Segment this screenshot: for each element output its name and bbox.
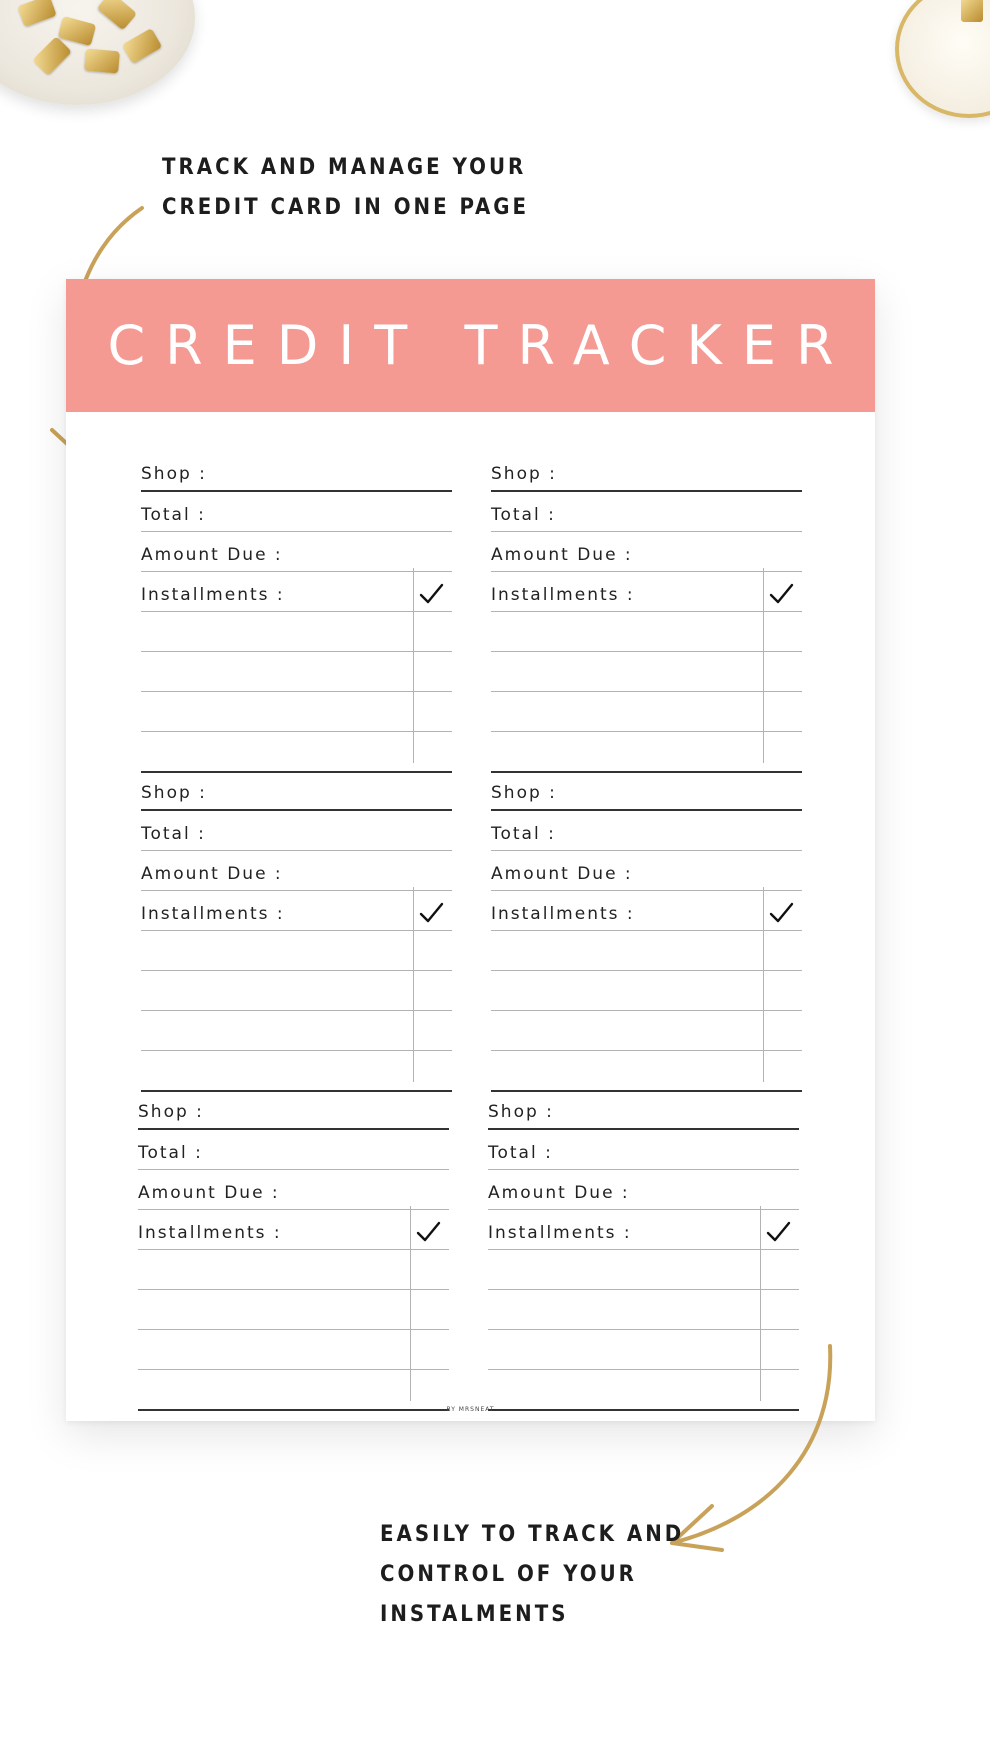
amount-due-field[interactable] <box>141 532 452 572</box>
installment-row[interactable] <box>491 931 802 971</box>
installment-row[interactable] <box>491 612 802 652</box>
total-field[interactable] <box>491 492 802 532</box>
brand-mark: BY MRSNEAT <box>446 1406 495 1413</box>
bottom-caption <box>380 1515 684 1635</box>
installment-row[interactable] <box>138 1290 449 1330</box>
credit-tracker-sheet <box>66 279 875 1421</box>
amount-due-label: Amount Due : <box>141 545 283 565</box>
installment-row[interactable] <box>491 971 802 1011</box>
installments-header <box>141 572 452 612</box>
installment-row[interactable] <box>138 1330 449 1370</box>
installment-block <box>138 1089 449 1411</box>
top-caption <box>162 148 529 228</box>
shop-field[interactable] <box>141 451 452 492</box>
shop-label: Shop : <box>138 1102 204 1122</box>
total-label: Total : <box>488 1143 553 1163</box>
check-column-divider <box>410 1206 411 1401</box>
installments-label: Installments : <box>141 904 285 924</box>
checkmark-icon <box>768 900 794 926</box>
check-column-divider <box>413 887 414 1082</box>
installment-row[interactable] <box>488 1250 799 1290</box>
installments-label: Installments : <box>491 904 635 924</box>
installment-block <box>491 451 802 773</box>
installments-label: Installments : <box>141 585 285 605</box>
installment-row[interactable] <box>141 692 452 732</box>
installment-row[interactable] <box>141 971 452 1011</box>
amount-due-field[interactable] <box>138 1170 449 1210</box>
shop-label: Shop : <box>491 783 557 803</box>
installment-block <box>491 770 802 1092</box>
shop-field[interactable] <box>488 1089 799 1130</box>
installment-row[interactable] <box>491 692 802 732</box>
installments-header <box>491 891 802 931</box>
installment-block <box>141 451 452 773</box>
amount-due-field[interactable] <box>488 1170 799 1210</box>
installments-header <box>488 1210 799 1250</box>
installments-header <box>491 572 802 612</box>
installment-row[interactable] <box>488 1290 799 1330</box>
page-title: CREDIT TRACKER <box>107 314 854 377</box>
shop-label: Shop : <box>488 1102 554 1122</box>
shop-field[interactable] <box>491 451 802 492</box>
installment-row[interactable] <box>491 1051 802 1092</box>
installments-label: Installments : <box>488 1223 632 1243</box>
curved-arrow-icon <box>660 1338 840 1558</box>
check-column-divider <box>763 568 764 763</box>
installment-row[interactable] <box>141 1011 452 1051</box>
bottom-caption-line-2: CONTROL OF YOUR <box>380 1562 637 1587</box>
shop-label: Shop : <box>491 464 557 484</box>
total-label: Total : <box>491 505 556 525</box>
installment-block <box>141 770 452 1092</box>
installment-row[interactable] <box>141 1051 452 1092</box>
installment-row[interactable] <box>491 732 802 773</box>
amount-due-label: Amount Due : <box>488 1183 630 1203</box>
installment-row[interactable] <box>491 652 802 692</box>
installments-header <box>138 1210 449 1250</box>
total-label: Total : <box>141 824 206 844</box>
total-field[interactable] <box>138 1130 449 1170</box>
amount-due-label: Amount Due : <box>491 864 633 884</box>
total-field[interactable] <box>488 1130 799 1170</box>
total-field[interactable] <box>141 811 452 851</box>
bottom-caption-line-3: INSTALMENTS <box>380 1602 569 1627</box>
checkmark-icon <box>418 581 444 607</box>
shop-label: Shop : <box>141 464 207 484</box>
checkmark-icon <box>768 581 794 607</box>
amount-due-label: Amount Due : <box>491 545 633 565</box>
installment-row[interactable] <box>138 1370 449 1411</box>
shop-label: Shop : <box>141 783 207 803</box>
installment-row[interactable] <box>141 931 452 971</box>
amount-due-label: Amount Due : <box>138 1183 280 1203</box>
gold-clips-bowl-image <box>0 0 195 105</box>
checkmark-icon <box>765 1219 791 1245</box>
title-banner <box>66 279 875 412</box>
shop-field[interactable] <box>491 770 802 811</box>
installments-label: Installments : <box>491 585 635 605</box>
bottom-caption-line-1: EASILY TO TRACK AND <box>380 1522 685 1547</box>
checkmark-icon <box>415 1219 441 1245</box>
check-column-divider <box>763 887 764 1082</box>
check-column-divider <box>413 568 414 763</box>
top-caption-line-1: TRACK AND MANAGE YOUR <box>162 155 527 180</box>
amount-due-field[interactable] <box>141 851 452 891</box>
total-field[interactable] <box>141 492 452 532</box>
gold-rim-dish-image <box>895 0 990 118</box>
installment-row[interactable] <box>141 732 452 773</box>
checkmark-icon <box>418 900 444 926</box>
installments-label: Installments : <box>138 1223 282 1243</box>
amount-due-label: Amount Due : <box>141 864 283 884</box>
amount-due-field[interactable] <box>491 851 802 891</box>
top-caption-line-2: CREDIT CARD IN ONE PAGE <box>162 195 530 220</box>
total-field[interactable] <box>491 811 802 851</box>
installments-header <box>141 891 452 931</box>
shop-field[interactable] <box>138 1089 449 1130</box>
installment-row[interactable] <box>141 612 452 652</box>
shop-field[interactable] <box>141 770 452 811</box>
installment-row[interactable] <box>138 1250 449 1290</box>
total-label: Total : <box>141 505 206 525</box>
total-label: Total : <box>491 824 556 844</box>
total-label: Total : <box>138 1143 203 1163</box>
installment-row[interactable] <box>141 652 452 692</box>
installment-row[interactable] <box>491 1011 802 1051</box>
amount-due-field[interactable] <box>491 532 802 572</box>
